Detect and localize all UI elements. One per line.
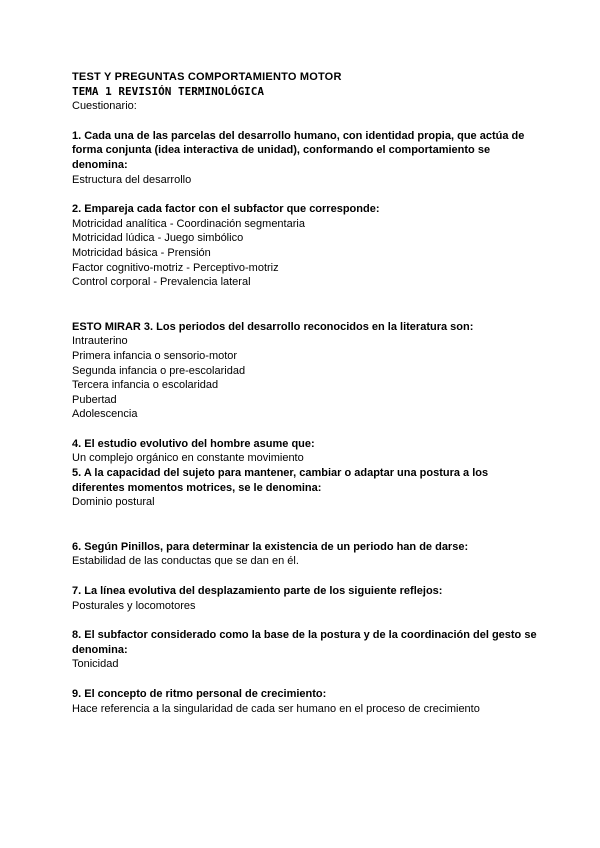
answer-4-1: Un complejo orgánico en constante movimiento [72,452,304,465]
answer-2-3: Motricidad básica - Prensión [72,246,211,259]
question-2: 2. Empareja cada factor con el subfactor que corresponde: [72,203,380,216]
question-9: 9. El concepto de ritmo personal de crecimiento: [72,688,327,700]
answer-8-1: Tonicidad [72,658,119,671]
answer-2-1: Motricidad analítica - Coordinación segmentaria [72,217,305,230]
answer-2-5: Control corporal - Prevalencia lateral [72,276,251,289]
answer-3-4: Tercera infancia o escolaridad [72,379,219,392]
answer-1-1: Estructura del desarrollo [72,173,192,186]
question-3: ESTO MIRAR 3. Los periodos del desarrollo reconocidos en la literatura son: [72,320,474,333]
document-title: TEST Y PREGUNTAS COMPORTAMIENTO MOTOR [72,71,342,83]
question-8: 8. El subfactor considerado como la base de la postura y de la coordinación del gesto se denomina: [72,629,537,656]
question-6: 6. Según Pinillos, para determinar la existencia de un periodo han de darse: [72,540,469,553]
document-body [72,70,542,716]
answer-7-1: Posturales y locomotores [72,599,196,612]
intro-label: Cuestionario: [72,100,137,113]
answer-3-1: Intrauterino [72,335,128,348]
answer-9-1: Hace referencia a la singularidad de cada ser humano en el proceso de crecimiento [72,702,480,715]
question-4: 4. El estudio evolutivo del hombre asume que: [72,437,315,450]
answer-3-6: Adolescencia [72,408,138,421]
answer-3-5: Pubertad [72,393,117,406]
document-subtitle: TEMA 1 REVISIÓN TERMINOLÓGICA [72,84,265,98]
answer-3-2: Primera infancia o sensorio-motor [72,349,238,362]
question-5: 5. A la capacidad del sujeto para mantener, cambiar o adaptar una postura a los diferentes momentos motrices, se le denomina: [72,467,489,494]
answer-5-1: Dominio postural [72,496,155,509]
answer-2-4: Factor cognitivo-motriz - Perceptivo-motriz [72,261,279,274]
answer-6-1: Estabilidad de las conductas que se dan en él. [72,555,299,568]
question-7: 7. La línea evolutiva del desplazamiento parte de los siguiente reflejos: [72,585,443,598]
question-1: 1. Cada una de las parcelas del desarrollo humano, con identidad propia, que actúa de forma conjunta (idea interactiva de unidad), conformando el comportamiento se denomina: [72,129,525,171]
answer-2-2: Motricidad lúdica - Juego simbólico [72,232,244,245]
answer-3-3: Segunda infancia o pre-escolaridad [72,364,246,377]
